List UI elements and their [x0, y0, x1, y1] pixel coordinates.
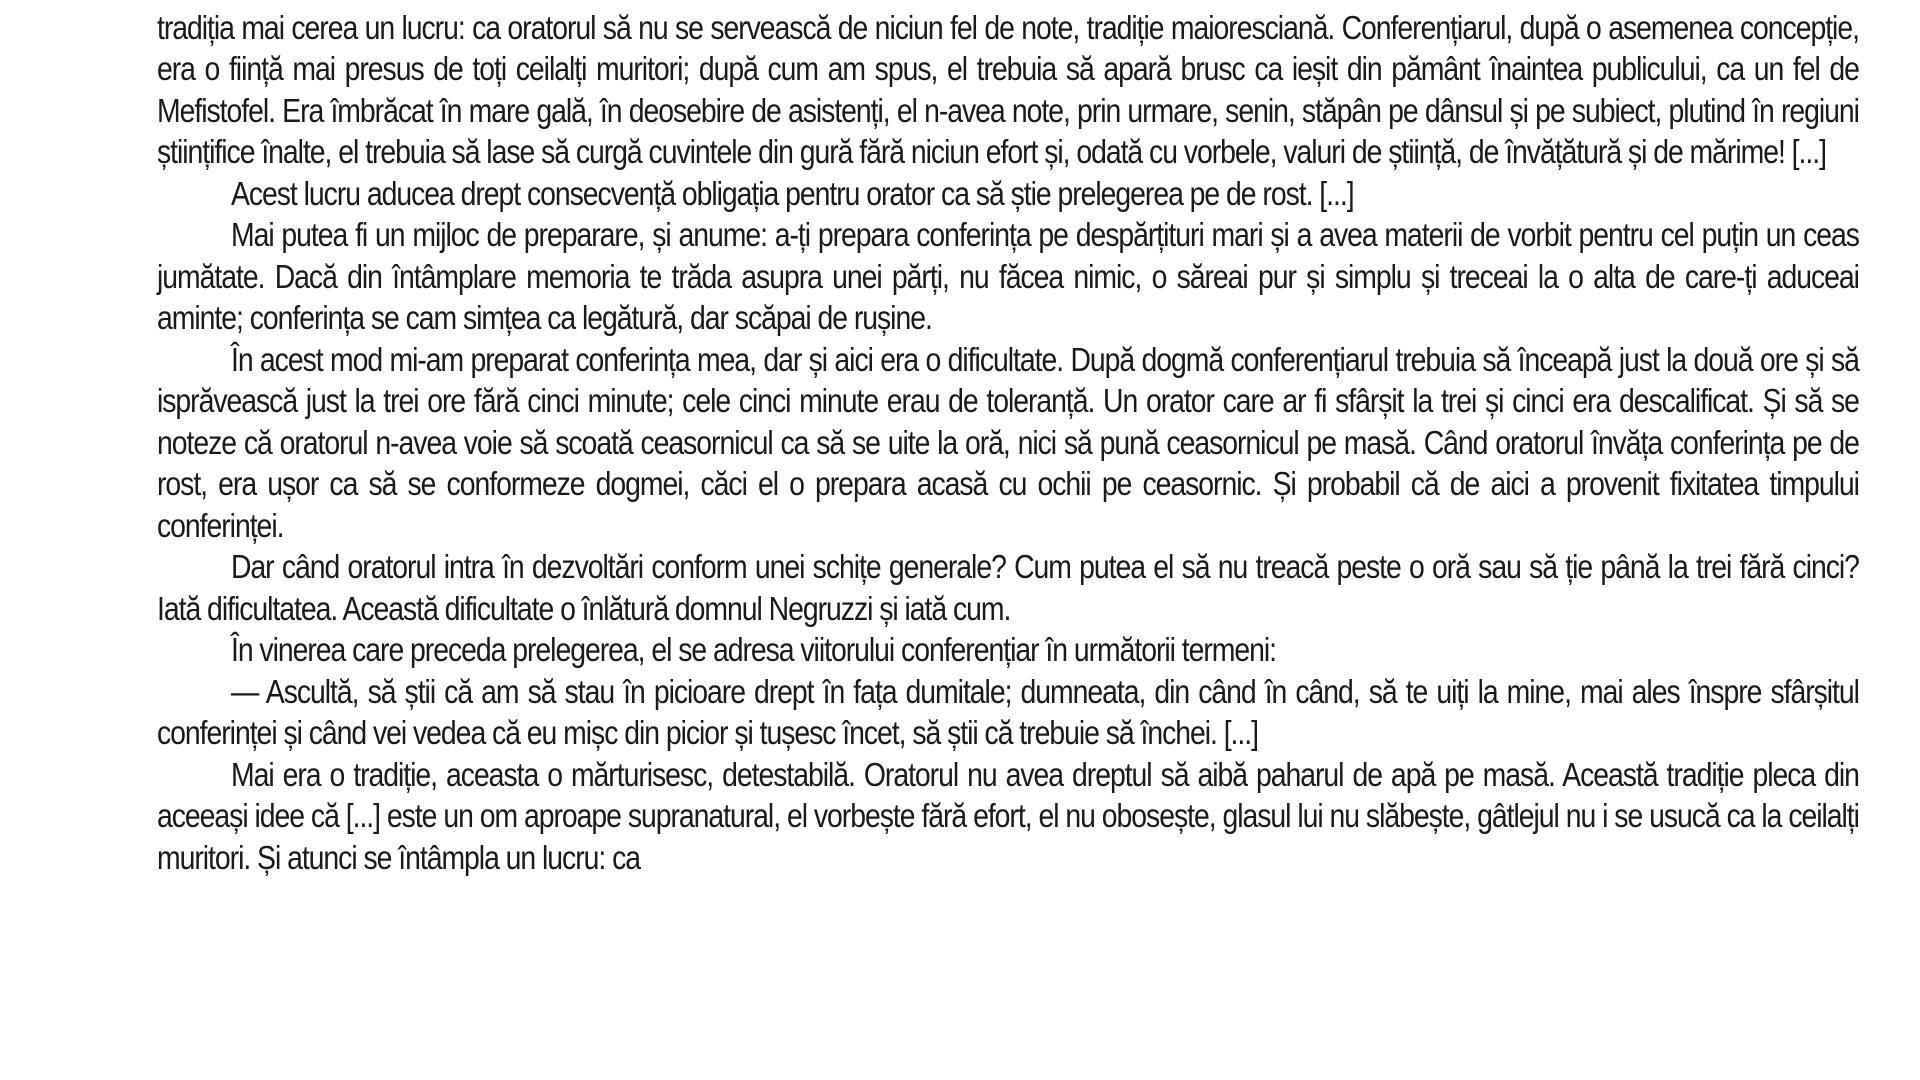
paragraph-dezvoltari: Dar când oratorul intra în dezvoltări conform unei schițe generale? Cum putea el să nu treacă peste o oră sau să ție până la trei fără cinci? Iată dificultatea. Această dificultate o înlătură domnul Negruzzi și iată cum.	[157, 548, 1859, 627]
document-page	[157, 0, 1859, 878]
paragraph-traditia: tradiția mai cerea un lucru: ca oratorul să nu se servească de niciun fel de note, tradiție maioresciană. Conferențiarul, după o asemenea concepție, era o ființă mai presus de toți ceilalți muritori; după cum am spus, el trebuia să apară brusc ca ieșit din pământ înaintea publicului, ca un fel de Mefistofel. Era îmbrăcat în mare gală, în deosebire de asistenți, el n-avea note, prin urmare, senin, stăpân pe dânsul și pe subiect, plutind în regiuni științifice înalte, el trebuia să lase să curgă cuvintele din gură fără niciun efort și, odată cu vorbele, valuri de știință, de învățătură și de mărime! [...]	[157, 8, 1859, 170]
paragraph-paharul-de-apa: Mai era o tradiție, aceasta o mărturisesc, detestabilă. Oratorul nu avea dreptul să aibă paharul de apă pe masă. Această tradiție pleca din aceeași idee că [...] este un om aproape supranatural, el vorbește fără efort, el nu obosește, glasul lui nu slăbește, gâtlejul nu i se usucă ca la ceilalți muritori. Și atunci se întâmpla un lucru: ca	[157, 755, 1859, 876]
paragraph-vinerea: În vinerea care preceda prelegerea, el se adresa viitorului conferențiar în următorii termeni:	[230, 631, 1277, 668]
paragraph-mijloc-de-preparare: Mai putea fi un mijloc de preparare, și anume: a-ți prepara conferința pe despărțituri mari și a avea materii de vorbit pentru cel puțin un ceas jumătate. Dacă din întâmplare memoria te trăda asupra unei părți, nu făcea nimic, o săreai pur și simplu și treceai la o alta de care-ți aduceai aminte; conferința se cam simțea ca legătură, dar scăpai de rușine.	[157, 216, 1859, 336]
document-body	[157, 0, 1859, 878]
paragraph-dialogue-asculta: — Ascultă, să știi că am să stau în picioare drept în fața dumitale; dumneata, din când în când, să te uiți la mine, mai ales înspre sfârșitul conferinței și când vei vedea că eu mișc din picior și tușesc încet, să știi că trebuie să închei. [...]	[157, 672, 1859, 751]
paragraph-acest-mod: În acest mod mi-am preparat conferința mea, dar și aici era o dificultate. După dogmă conferențiarul trebuia să înceapă just la două ore și să isprăvească just la trei ore fără cinci minute; cele cinci minute erau de toleranță. Un orator care ar fi sfârșit la trei și cinci era descalificat. Și să se noteze că oratorul n-avea voie să scoată ceasornicul ca să se uite la oră, nici să pună ceasornicul pe masă. Când oratorul învăța conferința pe de rost, era ușor ca să se conformeze dogmei, căci el o prepara acasă cu ochii pe ceasornic. Și probabil că de aici a provenit fixitatea timpului conferinței.	[157, 340, 1859, 544]
paragraph-acest-lucru: Acest lucru aducea drept consecvență obligația pentru orator ca să știe prelegerea pe de rost. [...]	[230, 174, 1354, 212]
